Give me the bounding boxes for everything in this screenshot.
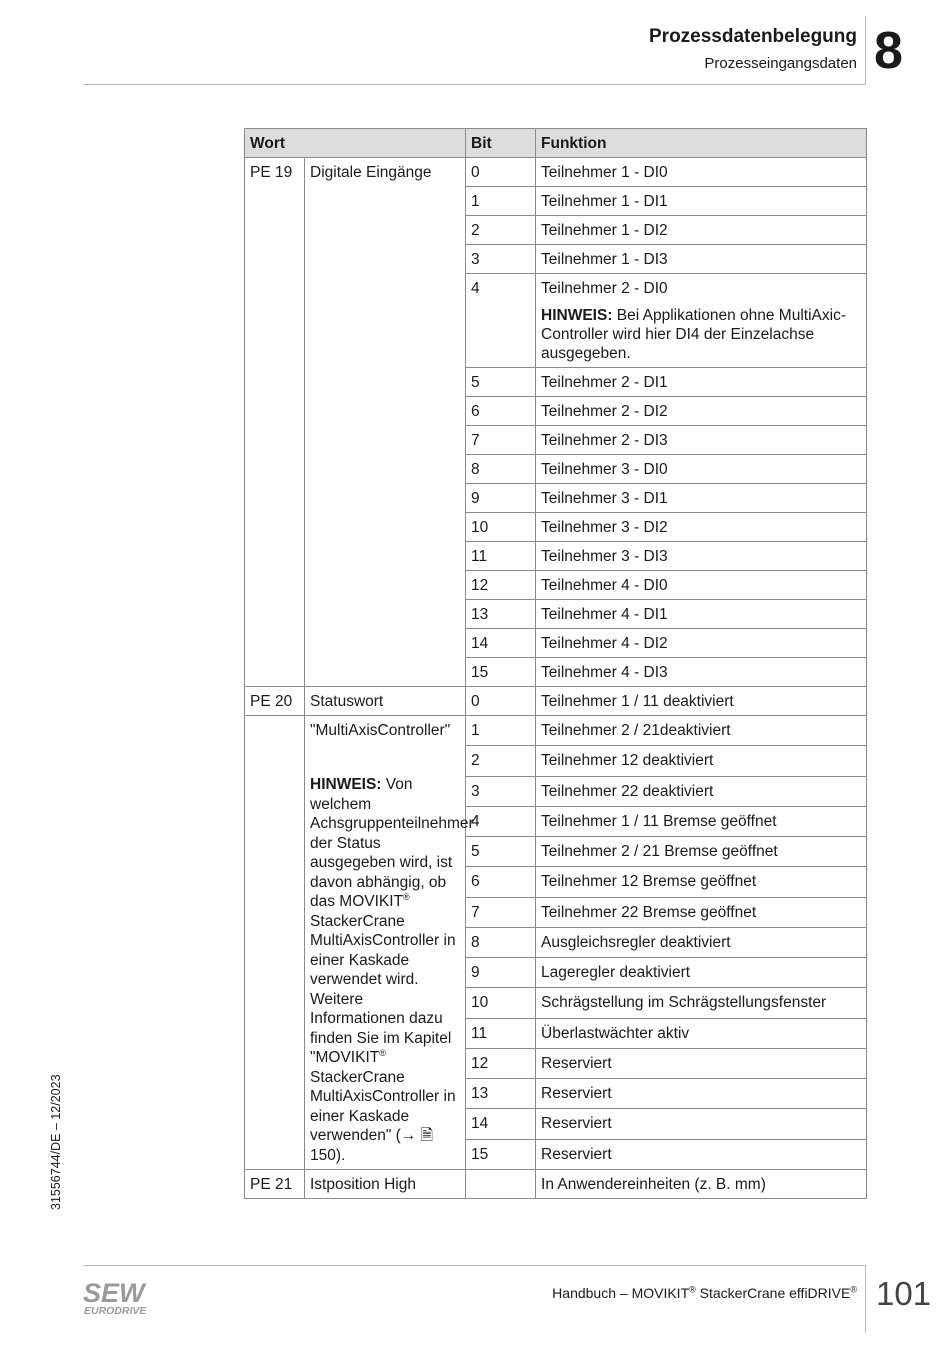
- bit-cell: 2: [466, 746, 536, 776]
- table-row: [245, 716, 867, 746]
- bit-cell: 0: [466, 158, 536, 187]
- function-text: Teilnehmer 4 - DI0: [541, 577, 668, 594]
- bit-cell: 4: [466, 806, 536, 836]
- table-row: [245, 687, 867, 716]
- page-number: 101: [876, 1275, 932, 1312]
- bit-cell: 13: [466, 600, 536, 629]
- function-cell: [536, 513, 867, 542]
- function-text: Teilnehmer 3 - DI3: [541, 548, 668, 565]
- bit-cell: 7: [466, 426, 536, 455]
- logo-text-top: SEW: [83, 1278, 145, 1308]
- function-cell: Teilnehmer 12 deaktiviert: [536, 746, 867, 776]
- registered-mark: ®: [850, 1284, 857, 1295]
- function-cell: [536, 455, 867, 484]
- function-text: Teilnehmer 3 - DI2: [541, 519, 668, 536]
- function-text: Teilnehmer 2 - DI2: [541, 403, 668, 420]
- function-cell: [536, 274, 867, 368]
- registered-mark: ®: [403, 891, 410, 902]
- function-cell: Ausgleichsregler deaktiviert: [536, 927, 867, 957]
- function-text: Teilnehmer 2 - DI0: [541, 280, 668, 297]
- document-id: 31556744/DE – 12/2023: [49, 1074, 63, 1210]
- bit-cell: 4: [466, 274, 536, 368]
- function-text: Teilnehmer 1 - DI2: [541, 222, 668, 239]
- function-text: Teilnehmer 2 - DI3: [541, 432, 668, 449]
- word-cell: PE 20: [245, 687, 305, 716]
- header-wort: Wort: [245, 129, 466, 158]
- function-cell: [536, 658, 867, 687]
- function-cell: Schrägstellung im Schrägstellungsfenster: [536, 988, 867, 1018]
- function-cell: [536, 484, 867, 513]
- bit-cell: 7: [466, 897, 536, 927]
- footer-divider-vertical: [865, 1265, 866, 1333]
- note-text: StackerCrane MultiAxisController in einer Kaskade verwendet wird. Weitere Informationen dazu finden Sie im Kapitel "MOVIKIT: [310, 912, 456, 1066]
- function-text: Teilnehmer 4 - DI3: [541, 664, 668, 681]
- note: [541, 306, 861, 363]
- bit-cell: [466, 1170, 536, 1199]
- function-cell: Reserviert: [536, 1139, 867, 1169]
- function-cell: [536, 542, 867, 571]
- bit-cell: 10: [466, 513, 536, 542]
- bit-cell: 10: [466, 988, 536, 1018]
- note-text: StackerCrane MultiAxisController in einer Kaskade verwenden" (→ 🗎 150).: [310, 1068, 456, 1164]
- function-cell: Überlastwächter aktiv: [536, 1018, 867, 1048]
- function-cell: In Anwendereinheiten (z. B. mm): [536, 1170, 867, 1199]
- word-cell: [245, 716, 305, 1170]
- bit-cell: 6: [466, 397, 536, 426]
- function-cell: [536, 158, 867, 187]
- section-title: Prozessdatenbelegung: [649, 26, 857, 47]
- bit-cell: 1: [466, 716, 536, 746]
- bit-cell: 14: [466, 629, 536, 658]
- function-cell: [536, 245, 867, 274]
- footer-text-part1: Handbuch – MOVIKIT: [552, 1285, 690, 1301]
- bit-cell: 0: [466, 687, 536, 716]
- function-cell: Teilnehmer 22 deaktiviert: [536, 776, 867, 806]
- header-divider-vertical: [865, 16, 866, 84]
- bit-cell: 9: [466, 484, 536, 513]
- function-text: Teilnehmer 1 - DI1: [541, 193, 668, 210]
- header-bit: Bit: [466, 129, 536, 158]
- process-data-table: [244, 128, 867, 1199]
- description-cell: Digitale Eingänge: [305, 158, 466, 687]
- word-cell: PE 21: [245, 1170, 305, 1199]
- bit-cell: 2: [466, 216, 536, 245]
- bit-cell: 3: [466, 245, 536, 274]
- function-text: Teilnehmer 4 - DI1: [541, 606, 668, 623]
- bit-cell: 15: [466, 1139, 536, 1169]
- bit-cell: 5: [466, 368, 536, 397]
- chapter-number: 8: [874, 22, 903, 80]
- header-funktion: Funktion: [536, 129, 867, 158]
- registered-mark: ®: [689, 1284, 696, 1295]
- registered-mark: ®: [379, 1047, 386, 1058]
- function-text: Teilnehmer 4 - DI2: [541, 635, 668, 652]
- description-cell: Statuswort: [305, 687, 466, 716]
- description-cell: Istposition High: [305, 1170, 466, 1199]
- header-divider: [83, 84, 866, 85]
- table-row: [245, 1170, 867, 1199]
- logo-text-bottom: EURODRIVE: [84, 1305, 147, 1317]
- bit-cell: 1: [466, 187, 536, 216]
- function-cell: Teilnehmer 2 / 21deaktiviert: [536, 716, 867, 746]
- function-cell: [536, 187, 867, 216]
- word-cell: PE 19: [245, 158, 305, 687]
- function-text: Teilnehmer 1 - DI0: [541, 164, 668, 181]
- bit-cell: 8: [466, 455, 536, 484]
- function-cell: [536, 426, 867, 455]
- note-label: HINWEIS:: [310, 776, 382, 793]
- function-text: Teilnehmer 3 - DI1: [541, 490, 668, 507]
- sew-eurodrive-logo: [83, 1278, 153, 1318]
- table-row: [245, 158, 867, 187]
- function-cell: Teilnehmer 2 / 21 Bremse geöffnet: [536, 837, 867, 867]
- table-header-row: [245, 129, 867, 158]
- function-cell: Teilnehmer 12 Bremse geöffnet: [536, 867, 867, 897]
- function-cell: [536, 629, 867, 658]
- bit-cell: 9: [466, 958, 536, 988]
- bit-cell: 8: [466, 927, 536, 957]
- bit-cell: 15: [466, 658, 536, 687]
- function-cell: [536, 571, 867, 600]
- bit-cell: 6: [466, 867, 536, 897]
- function-cell: Lageregler deaktiviert: [536, 958, 867, 988]
- section-subtitle: Prozesseingangsdaten: [704, 55, 857, 72]
- footer-title: [552, 1285, 857, 1301]
- function-cell: Teilnehmer 1 / 11 deaktiviert: [536, 687, 867, 716]
- function-cell: [536, 368, 867, 397]
- description-cell: [305, 716, 474, 1170]
- function-cell: [536, 397, 867, 426]
- note: [310, 775, 474, 1165]
- function-cell: [536, 600, 867, 629]
- bit-cell: 12: [466, 1048, 536, 1078]
- note-text: Bei Applikationen ohne MultiAxic-Controller wird hier DI4 der Einzelachse ausgegeben.: [541, 307, 846, 362]
- function-cell: Reserviert: [536, 1048, 867, 1078]
- note-label: HINWEIS:: [541, 307, 613, 324]
- note-text: Von welchem Achsgruppenteilnehmer der Status ausgegeben wird, ist davon abhängig, ob das MOVIKIT: [310, 776, 474, 910]
- function-text: Teilnehmer 1 - DI3: [541, 251, 668, 268]
- description-subtitle: "MultiAxisController": [310, 722, 451, 739]
- bit-cell: 13: [466, 1079, 536, 1109]
- function-cell: Teilnehmer 1 / 11 Bremse geöffnet: [536, 806, 867, 836]
- function-text: Teilnehmer 2 - DI1: [541, 374, 668, 391]
- bit-cell: 12: [466, 571, 536, 600]
- function-cell: Teilnehmer 22 Bremse geöffnet: [536, 897, 867, 927]
- bit-cell: 3: [466, 776, 536, 806]
- footer-divider: [83, 1265, 866, 1266]
- bit-cell: 11: [466, 1018, 536, 1048]
- function-cell: Reserviert: [536, 1109, 867, 1139]
- footer-text-part2: StackerCrane effiDRIVE: [695, 1285, 851, 1301]
- bit-cell: 14: [466, 1109, 536, 1139]
- function-cell: [536, 216, 867, 245]
- function-text: Teilnehmer 3 - DI0: [541, 461, 668, 478]
- bit-cell: 11: [466, 542, 536, 571]
- bit-cell: 5: [466, 837, 536, 867]
- function-cell: Reserviert: [536, 1079, 867, 1109]
